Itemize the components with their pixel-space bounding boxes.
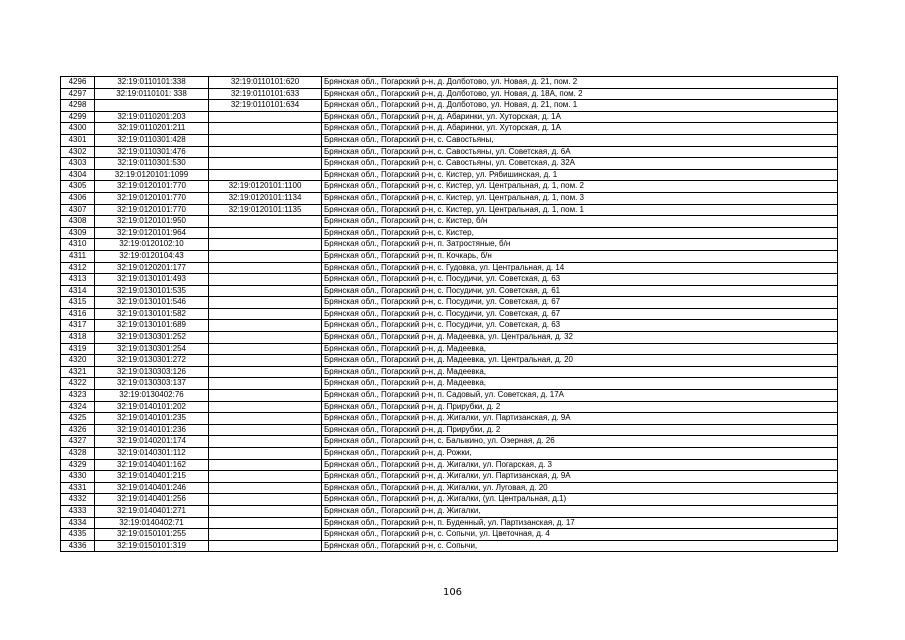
table-row bbox=[61, 448, 838, 460]
room-cadastral-number-cell bbox=[209, 401, 322, 413]
table-row bbox=[61, 262, 838, 274]
room-cadastral-number-cell bbox=[209, 158, 322, 170]
cadastral-number-cell bbox=[95, 100, 209, 112]
table-row bbox=[61, 158, 838, 170]
table-row bbox=[61, 169, 838, 181]
address-cell: Брянская обл., Погарский р-н, д. Жигалки, ул. Луговая, д. 20 bbox=[322, 482, 838, 494]
row-number-cell: 4329 bbox=[61, 459, 95, 471]
table-row bbox=[61, 100, 838, 112]
room-cadastral-number-cell bbox=[209, 424, 322, 436]
address-cell: Брянская обл., Погарский р-н, с. Кистер, ул. Центральная, д. 1, пом. 1 bbox=[322, 204, 838, 216]
room-cadastral-number-cell bbox=[209, 459, 322, 471]
room-cadastral-number-cell bbox=[209, 123, 322, 135]
table-row bbox=[61, 134, 838, 146]
table-row bbox=[61, 401, 838, 413]
address-cell: Брянская обл., Погарский р-н, с. Посудичи, ул. Советская, д. 67 bbox=[322, 308, 838, 320]
row-number-cell: 4331 bbox=[61, 482, 95, 494]
room-cadastral-number-cell bbox=[209, 146, 322, 158]
room-cadastral-number-cell bbox=[209, 227, 322, 239]
room-cadastral-number-cell bbox=[209, 274, 322, 286]
address-cell: Брянская обл., Погарский р-н, д. Мадеевка, ул. Центральная, д. 32 bbox=[322, 332, 838, 344]
address-cell: Брянская обл., Погарский р-н, с. Балыкино, ул. Озерная, д. 26 bbox=[322, 436, 838, 448]
address-cell: Брянская обл., Погарский р-н, д. Мадеевка, ул. Центральная, д. 20 bbox=[322, 355, 838, 367]
table-row bbox=[61, 471, 838, 483]
cadastral-number-cell: 32:19:0130301:252 bbox=[95, 332, 209, 344]
room-cadastral-number-cell bbox=[209, 169, 322, 181]
cadastral-number-cell: 32:19:0130402:76 bbox=[95, 390, 209, 402]
row-number-cell: 4308 bbox=[61, 216, 95, 228]
registry-table bbox=[60, 76, 838, 552]
cadastral-number-cell: 32:19:0140401:271 bbox=[95, 505, 209, 517]
cadastral-number-cell: 32:19:0120101:950 bbox=[95, 216, 209, 228]
table-row bbox=[61, 332, 838, 344]
address-cell: Брянская обл., Погарский р-н, д. Долботово, ул. Новая, д. 18А, пом. 2 bbox=[322, 88, 838, 100]
address-cell: Брянская обл., Погарский р-н, д. Жигалки, bbox=[322, 505, 838, 517]
table-row bbox=[61, 320, 838, 332]
table-row bbox=[61, 540, 838, 552]
cadastral-number-cell: 32:19:0150101:255 bbox=[95, 529, 209, 541]
room-cadastral-number-cell: 32:19:0120101:1135 bbox=[209, 204, 322, 216]
room-cadastral-number-cell: 32:19:0120101:1100 bbox=[209, 181, 322, 193]
cadastral-number-cell: 32:19:0140301:112 bbox=[95, 448, 209, 460]
room-cadastral-number-cell bbox=[209, 285, 322, 297]
address-cell: Брянская обл., Погарский р-н, с. Посудичи, ул. Советская, д. 61 bbox=[322, 285, 838, 297]
row-number-cell: 4320 bbox=[61, 355, 95, 367]
room-cadastral-number-cell bbox=[209, 517, 322, 529]
row-number-cell: 4306 bbox=[61, 192, 95, 204]
row-number-cell: 4312 bbox=[61, 262, 95, 274]
table-row bbox=[61, 482, 838, 494]
address-cell: Брянская обл., Погарский р-н, с. Савостьяны, ул. Советская, д. 32А bbox=[322, 158, 838, 170]
table-row bbox=[61, 274, 838, 286]
address-cell: Брянская обл., Погарский р-н, д. Жигалки, (ул. Центральная, д.1) bbox=[322, 494, 838, 506]
room-cadastral-number-cell bbox=[209, 250, 322, 262]
room-cadastral-number-cell bbox=[209, 262, 322, 274]
room-cadastral-number-cell bbox=[209, 239, 322, 251]
table-row bbox=[61, 494, 838, 506]
cadastral-number-cell: 32:19:0130101:582 bbox=[95, 308, 209, 320]
room-cadastral-number-cell bbox=[209, 390, 322, 402]
cadastral-number-cell: 32:19:0120201:177 bbox=[95, 262, 209, 274]
cadastral-number-cell: 32:19:0120101:770 bbox=[95, 204, 209, 216]
row-number-cell: 4297 bbox=[61, 88, 95, 100]
address-cell: Брянская обл., Погарский р-н, д. Мадеевка, bbox=[322, 343, 838, 355]
room-cadastral-number-cell bbox=[209, 540, 322, 552]
room-cadastral-number-cell bbox=[209, 343, 322, 355]
row-number-cell: 4307 bbox=[61, 204, 95, 216]
table-row bbox=[61, 239, 838, 251]
room-cadastral-number-cell bbox=[209, 332, 322, 344]
row-number-cell: 4333 bbox=[61, 505, 95, 517]
row-number-cell: 4309 bbox=[61, 227, 95, 239]
address-cell: Брянская обл., Погарский р-н, с. Гудовка, ул. Центральная, д. 14 bbox=[322, 262, 838, 274]
table-row bbox=[61, 285, 838, 297]
cadastral-number-cell: 32:19:0120104:43 bbox=[95, 250, 209, 262]
row-number-cell: 4319 bbox=[61, 343, 95, 355]
row-number-cell: 4323 bbox=[61, 390, 95, 402]
room-cadastral-number-cell bbox=[209, 482, 322, 494]
row-number-cell: 4300 bbox=[61, 123, 95, 135]
row-number-cell: 4298 bbox=[61, 100, 95, 112]
room-cadastral-number-cell bbox=[209, 216, 322, 228]
address-cell: Брянская обл., Погарский р-н, д. Прирубки, д. 2 bbox=[322, 424, 838, 436]
cadastral-number-cell: 32:19:0140401:246 bbox=[95, 482, 209, 494]
registry-table-body bbox=[61, 77, 838, 552]
table-row bbox=[61, 88, 838, 100]
row-number-cell: 4311 bbox=[61, 250, 95, 262]
cadastral-number-cell: 32:19:0140101:235 bbox=[95, 413, 209, 425]
cadastral-number-cell: 32:19:0140401:215 bbox=[95, 471, 209, 483]
address-cell: Брянская обл., Погарский р-н, д. Абаринки, ул. Хуторская, д. 1А bbox=[322, 123, 838, 135]
table-row bbox=[61, 436, 838, 448]
row-number-cell: 4334 bbox=[61, 517, 95, 529]
cadastral-number-cell: 32:19:0130101:689 bbox=[95, 320, 209, 332]
table-row bbox=[61, 459, 838, 471]
row-number-cell: 4327 bbox=[61, 436, 95, 448]
cadastral-number-cell: 32:19:0130301:254 bbox=[95, 343, 209, 355]
room-cadastral-number-cell: 32:19:0110101:634 bbox=[209, 100, 322, 112]
table-row bbox=[61, 123, 838, 135]
row-number-cell: 4316 bbox=[61, 308, 95, 320]
table-row bbox=[61, 204, 838, 216]
address-cell: Брянская обл., Погарский р-н, д. Прирубки, д. 2 bbox=[322, 401, 838, 413]
row-number-cell: 4310 bbox=[61, 239, 95, 251]
address-cell: Брянская обл., Погарский р-н, д. Мадеевка, bbox=[322, 378, 838, 390]
address-cell: Брянская обл., Погарский р-н, д. Долботово, ул. Новая, д. 21, пом. 1 bbox=[322, 100, 838, 112]
table-row bbox=[61, 181, 838, 193]
cadastral-number-cell: 32:19:0140402:71 bbox=[95, 517, 209, 529]
table-row bbox=[61, 216, 838, 228]
row-number-cell: 4301 bbox=[61, 134, 95, 146]
address-cell: Брянская обл., Погарский р-н, с. Посудичи, ул. Советская, д. 63 bbox=[322, 320, 838, 332]
address-cell: Брянская обл., Погарский р-н, п. Кочкарь, б/н bbox=[322, 250, 838, 262]
cadastral-number-cell: 32:19:0110301:476 bbox=[95, 146, 209, 158]
room-cadastral-number-cell bbox=[209, 355, 322, 367]
address-cell: Брянская обл., Погарский р-н, д. Долботово, ул. Новая, д. 21, пом. 2 bbox=[322, 77, 838, 89]
table-row bbox=[61, 343, 838, 355]
cadastral-number-cell: 32:19:0110201:211 bbox=[95, 123, 209, 135]
room-cadastral-number-cell: 32:19:0110101:620 bbox=[209, 77, 322, 89]
row-number-cell: 4296 bbox=[61, 77, 95, 89]
cadastral-number-cell: 32:19:0120102:10 bbox=[95, 239, 209, 251]
cadastral-number-cell: 32:19:0130101:546 bbox=[95, 297, 209, 309]
cadastral-number-cell: 32:19:0130101:493 bbox=[95, 274, 209, 286]
row-number-cell: 4305 bbox=[61, 181, 95, 193]
row-number-cell: 4318 bbox=[61, 332, 95, 344]
address-cell: Брянская обл., Погарский р-н, с. Кистер, ул. Центральная, д. 1, пом. 3 bbox=[322, 192, 838, 204]
table-row bbox=[61, 227, 838, 239]
row-number-cell: 4328 bbox=[61, 448, 95, 460]
row-number-cell: 4324 bbox=[61, 401, 95, 413]
address-cell: Брянская обл., Погарский р-н, с. Савостьяны, bbox=[322, 134, 838, 146]
room-cadastral-number-cell bbox=[209, 366, 322, 378]
table-row bbox=[61, 355, 838, 367]
table-row bbox=[61, 529, 838, 541]
table-row bbox=[61, 192, 838, 204]
table-row bbox=[61, 111, 838, 123]
address-cell: Брянская обл., Погарский р-н, д. Мадеевка, bbox=[322, 366, 838, 378]
address-cell: Брянская обл., Погарский р-н, д. Абаринки, ул. Хуторская, д. 1А bbox=[322, 111, 838, 123]
row-number-cell: 4330 bbox=[61, 471, 95, 483]
table-row bbox=[61, 505, 838, 517]
cadastral-number-cell: 32:19:0130303:137 bbox=[95, 378, 209, 390]
cadastral-number-cell: 32:19:0120101:964 bbox=[95, 227, 209, 239]
table-row bbox=[61, 146, 838, 158]
room-cadastral-number-cell: 32:19:0120101:1134 bbox=[209, 192, 322, 204]
address-cell: Брянская обл., Погарский р-н, с. Посудичи, ул. Советская, д. 67 bbox=[322, 297, 838, 309]
cadastral-number-cell: 32:19:0150101:319 bbox=[95, 540, 209, 552]
cadastral-number-cell: 32:19:0110301:530 bbox=[95, 158, 209, 170]
table-row bbox=[61, 413, 838, 425]
cadastral-number-cell: 32:19:0120101:770 bbox=[95, 192, 209, 204]
row-number-cell: 4336 bbox=[61, 540, 95, 552]
room-cadastral-number-cell bbox=[209, 297, 322, 309]
table-row bbox=[61, 424, 838, 436]
cadastral-number-cell: 32:19:0140401:256 bbox=[95, 494, 209, 506]
room-cadastral-number-cell bbox=[209, 471, 322, 483]
cadastral-number-cell: 32:19:0140401:162 bbox=[95, 459, 209, 471]
cadastral-number-cell: 32:19:0130303:126 bbox=[95, 366, 209, 378]
address-cell: Брянская обл., Погарский р-н, д. Жигалки, ул. Партизанская, д. 9А bbox=[322, 413, 838, 425]
address-cell: Брянская обл., Погарский р-н, д. Жигалки, ул. Погарская, д. 3 bbox=[322, 459, 838, 471]
table-row bbox=[61, 517, 838, 529]
address-cell: Брянская обл., Погарский р-н, с. Кистер, ул. Рябишинская, д. 1 bbox=[322, 169, 838, 181]
row-number-cell: 4326 bbox=[61, 424, 95, 436]
row-number-cell: 4302 bbox=[61, 146, 95, 158]
row-number-cell: 4335 bbox=[61, 529, 95, 541]
address-cell: Брянская обл., Погарский р-н, д. Жигалки, ул. Партизанская, д. 9А bbox=[322, 471, 838, 483]
room-cadastral-number-cell bbox=[209, 494, 322, 506]
address-cell: Брянская обл., Погарский р-н, п. Затростяные, б/н bbox=[322, 239, 838, 251]
address-cell: Брянская обл., Погарский р-н, с. Сопычи, ул. Цветочная, д. 4 bbox=[322, 529, 838, 541]
address-cell: Брянская обл., Погарский р-н, с. Посудичи, ул. Советская, д. 63 bbox=[322, 274, 838, 286]
row-number-cell: 4317 bbox=[61, 320, 95, 332]
cadastral-number-cell: 32:19:0130301:272 bbox=[95, 355, 209, 367]
row-number-cell: 4304 bbox=[61, 169, 95, 181]
address-cell: Брянская обл., Погарский р-н, с. Сопычи, bbox=[322, 540, 838, 552]
cadastral-number-cell: 32:19:0110201:203 bbox=[95, 111, 209, 123]
room-cadastral-number-cell bbox=[209, 413, 322, 425]
room-cadastral-number-cell bbox=[209, 505, 322, 517]
table-row bbox=[61, 308, 838, 320]
room-cadastral-number-cell bbox=[209, 134, 322, 146]
table-row bbox=[61, 378, 838, 390]
room-cadastral-number-cell bbox=[209, 378, 322, 390]
room-cadastral-number-cell bbox=[209, 436, 322, 448]
table-row bbox=[61, 366, 838, 378]
cadastral-number-cell: 32:19:0110101: 338 bbox=[95, 88, 209, 100]
cadastral-number-cell: 32:19:0140101:236 bbox=[95, 424, 209, 436]
address-cell: Брянская обл., Погарский р-н, с. Кистер, bbox=[322, 227, 838, 239]
table-row bbox=[61, 250, 838, 262]
cadastral-number-cell: 32:19:0120101:1099 bbox=[95, 169, 209, 181]
row-number-cell: 4325 bbox=[61, 413, 95, 425]
table-row bbox=[61, 390, 838, 402]
row-number-cell: 4313 bbox=[61, 274, 95, 286]
row-number-cell: 4299 bbox=[61, 111, 95, 123]
room-cadastral-number-cell bbox=[209, 308, 322, 320]
room-cadastral-number-cell bbox=[209, 320, 322, 332]
row-number-cell: 4315 bbox=[61, 297, 95, 309]
address-cell: Брянская обл., Погарский р-н, п. Садовый, ул. Советская, д. 17А bbox=[322, 390, 838, 402]
address-cell: Брянская обл., Погарский р-н, д. Рожки, bbox=[322, 448, 838, 460]
cadastral-number-cell: 32:19:0110101:338 bbox=[95, 77, 209, 89]
address-cell: Брянская обл., Погарский р-н, п. Буденный, ул. Партизанская, д. 17 bbox=[322, 517, 838, 529]
row-number-cell: 4332 bbox=[61, 494, 95, 506]
table-row bbox=[61, 297, 838, 309]
page-number: 106 bbox=[442, 587, 463, 598]
cadastral-number-cell: 32:19:0120101:770 bbox=[95, 181, 209, 193]
row-number-cell: 4322 bbox=[61, 378, 95, 390]
room-cadastral-number-cell: 32:19:0110101:633 bbox=[209, 88, 322, 100]
room-cadastral-number-cell bbox=[209, 529, 322, 541]
cadastral-number-cell: 32:19:0130101:535 bbox=[95, 285, 209, 297]
cadastral-number-cell: 32:19:0140101:202 bbox=[95, 401, 209, 413]
address-cell: Брянская обл., Погарский р-н, с. Савостьяны, ул. Советская, д. 6А bbox=[322, 146, 838, 158]
cadastral-number-cell: 32:19:0110301:428 bbox=[95, 134, 209, 146]
row-number-cell: 4321 bbox=[61, 366, 95, 378]
room-cadastral-number-cell bbox=[209, 448, 322, 460]
address-cell: Брянская обл., Погарский р-н, с. Кистер, б/н bbox=[322, 216, 838, 228]
table-row bbox=[61, 77, 838, 89]
cadastral-number-cell: 32:19:0140201:174 bbox=[95, 436, 209, 448]
row-number-cell: 4314 bbox=[61, 285, 95, 297]
address-cell: Брянская обл., Погарский р-н, с. Кистер, ул. Центральная, д. 1, пом. 2 bbox=[322, 181, 838, 193]
room-cadastral-number-cell bbox=[209, 111, 322, 123]
row-number-cell: 4303 bbox=[61, 158, 95, 170]
